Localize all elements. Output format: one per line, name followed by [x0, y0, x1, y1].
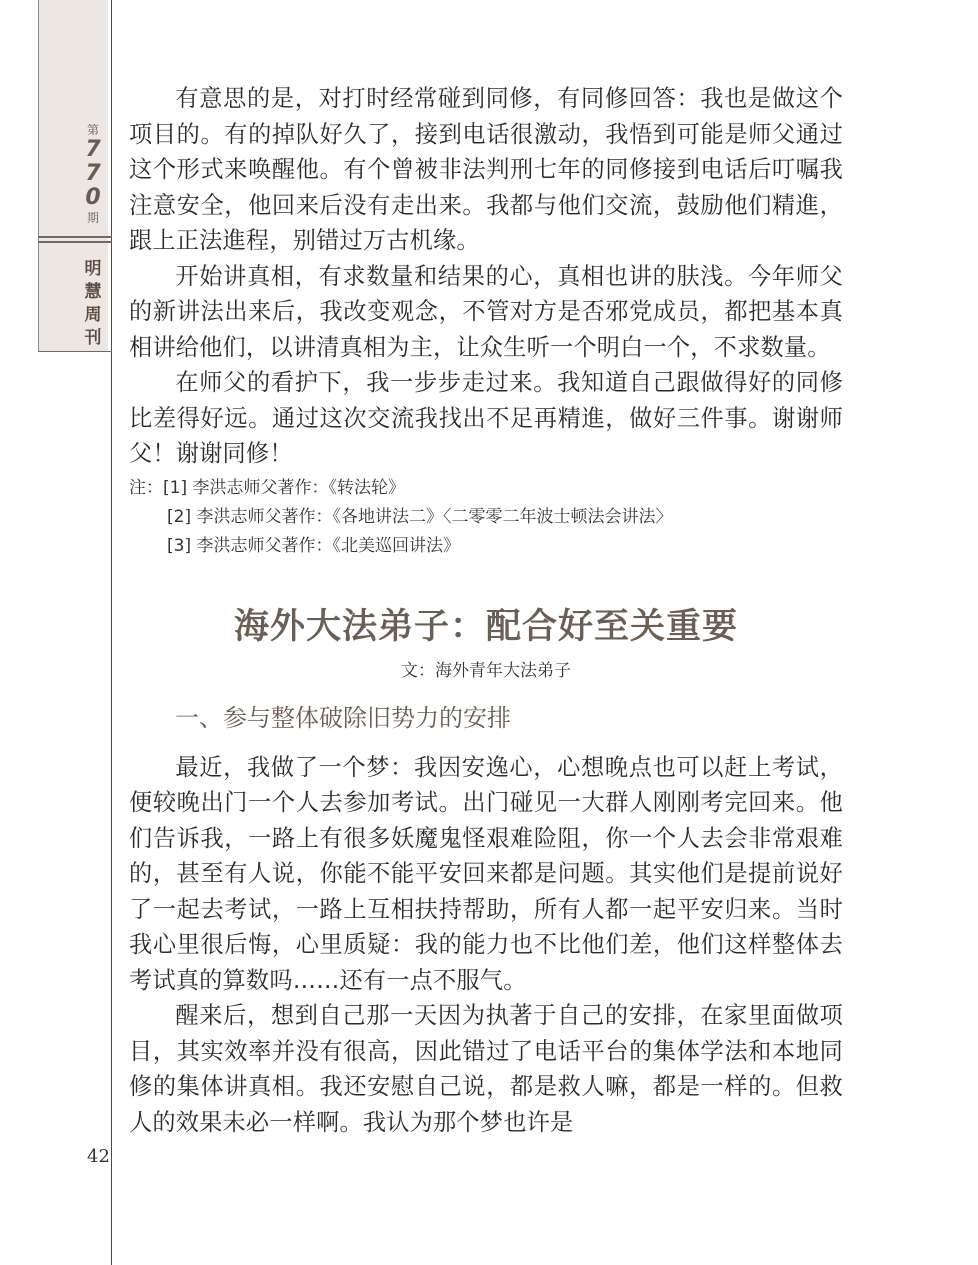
left-margin — [0, 0, 113, 1265]
article-title: 海外大法弟子：配合好至关重要 — [233, 606, 738, 647]
magazine-char: 周 — [84, 305, 102, 325]
main-content — [129, 81, 843, 1140]
article-byline: 文：海外青年大法弟子 — [401, 660, 571, 681]
footnote: [2] 李洪志师父著作：《各地讲法二》〈二零零二年波士顿法会讲法〉 — [167, 506, 673, 527]
issue-label — [78, 122, 108, 226]
issue-prefix: 第 — [86, 123, 99, 137]
magazine-char: 明 — [84, 259, 102, 279]
magazine-char: 慧 — [84, 282, 102, 302]
magazine-char: 刊 — [84, 328, 102, 348]
section-heading: 一、参与整体破除旧势力的安排 — [175, 703, 511, 732]
sidebar-divider-bottom — [38, 241, 112, 243]
sidebar-bottom-rule — [38, 351, 112, 352]
sidebar-left-rule — [38, 0, 39, 352]
body-paragraph: 在师父的看护下，我一步步走过来。我知道自己跟做得好的同修比差得好远。通过这次交流我找出不足再精進，做好三件事。谢谢师父！谢谢同修！ — [129, 369, 843, 467]
footnote: [3] 李洪志师父著作：《北美巡回讲法》 — [167, 535, 460, 556]
margin-rule — [111, 0, 112, 1265]
magazine-name — [78, 258, 108, 350]
footnote: 注：[1] 李洪志师父著作：《转法轮》 — [129, 477, 405, 498]
body-paragraph: 开始讲真相，有求数量和结果的心，真相也讲的肤浅。今年师父的新讲法出来后，我改变观念，不管对方是否邪党成员，都把基本真相讲给他们，以讲清真相为主，让众生听一个明白一个，不求数量。 — [129, 262, 843, 361]
issue-digit: 7 — [85, 137, 101, 162]
issue-suffix: 期 — [86, 211, 99, 225]
issue-digit: 0 — [85, 185, 101, 210]
sidebar-divider-top — [38, 236, 112, 238]
footnotes — [129, 474, 843, 561]
body-paragraph: 有意思的是，对打时经常碰到同修，有同修回答：我也是做这个项目的。有的掉队好久了，接到电话很激动，我悟到可能是师父通过这个形式来唤醒他。有个曾被非法判刑七年的同修接到电话后叮嘱我注意安全，他回来后没有走出来。我都与他们交流，鼓励他们精進，跟上正法進程，别错过万古机缘。 — [129, 85, 843, 254]
body-paragraph: 醒来后，想到自己那一天因为执著于自己的安排，在家里面做项目，其实效率并没有很高，因此错过了电话平台的集体学法和本地同修的集体讲真相。我还安慰自己说，都是救人嘛，都是一样的。但救人的效果未必一样啊。我认为那个梦也许是 — [129, 1002, 843, 1136]
body-paragraph: 最近，我做了一个梦：我因安逸心，心想晚点也可以赶上考试，便较晚出门一个人去参加考试。出门碰见一大群人刚刚考完回来。他们告诉我，一路上有很多妖魔鬼怪艰难险阻，你一个人去会非常艰难的，甚至有人说，你能不能平安回来都是问题。其实他们是提前说好了一起去考试，一路上互相扶持帮助，所有人都一起平安归来。当时我心里很后悔，心里质疑：我的能力也不比他们差，他们这样整体去考试真的算数吗……还有一点不服气。 — [129, 753, 843, 994]
page-number: 42 — [87, 1146, 110, 1167]
issue-digit: 7 — [85, 161, 101, 186]
